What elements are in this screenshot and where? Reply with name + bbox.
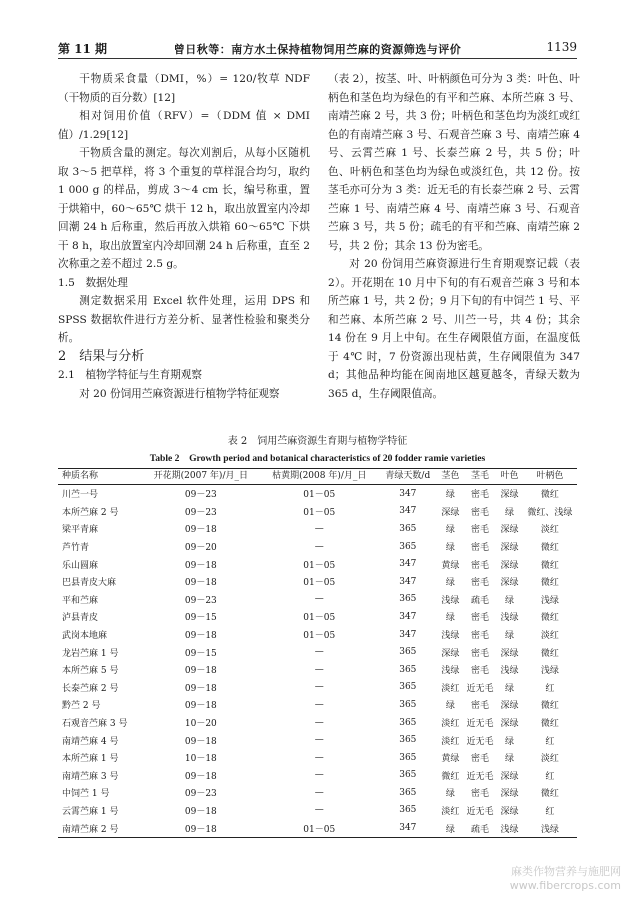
botany-intro-paragraph: 对 20 份饲用苎麻资源进行植物学特征观察 [79, 387, 280, 400]
col-header-stem-hair: 茎毛 [464, 469, 497, 485]
cell-flowering: 09－18 [184, 701, 217, 712]
cell-green-days: 347 [399, 506, 417, 517]
cell-green-days: 365 [399, 735, 417, 746]
table-row [58, 767, 577, 785]
cell-petiole-color: 红 [545, 771, 555, 782]
cell-leaf-color: 深绿 [500, 648, 519, 659]
cell-green-days: 347 [399, 576, 417, 587]
cell-green-days: 365 [399, 541, 417, 552]
cell-stem-hair: 近无毛 [466, 736, 494, 747]
cell-stem-color: 绿 [445, 613, 455, 624]
cell-flowering: 09－18 [184, 578, 217, 589]
cell-stem-color: 淡红 [441, 719, 460, 730]
page-number: 1139 [546, 40, 577, 54]
cell-green-days: 365 [399, 770, 417, 781]
col-header-withering: 枯黄期(2008 年)/月_日 [260, 469, 378, 485]
cell-stem-hair: 近无毛 [466, 806, 494, 817]
cell-leaf-color: 深绿 [500, 490, 519, 501]
cell-withering: — [314, 735, 324, 746]
cell-leaf-color: 深绿 [500, 719, 519, 730]
col-header-green-days: 青绿天数/d [378, 469, 437, 485]
table-row [58, 485, 577, 503]
table-header-row [58, 469, 577, 485]
cell-flowering: 09－23 [184, 595, 217, 606]
cell-flowering: 09－18 [184, 560, 217, 571]
cell-name: 南靖苎麻 3 号 [62, 771, 119, 782]
cell-stem-color: 黄绿 [441, 560, 460, 571]
cell-stem-color: 绿 [445, 789, 455, 800]
cell-flowering: 09－15 [184, 648, 217, 659]
cell-stem-color: 淡红 [441, 683, 460, 694]
cell-leaf-color: 绿 [504, 631, 514, 642]
table-row [58, 573, 577, 591]
cell-flowering: 09－20 [184, 543, 217, 554]
cell-leaf-color: 深绿 [500, 525, 519, 536]
site-watermark [510, 865, 621, 893]
cell-petiole-color: 微红、浅绿 [527, 507, 573, 518]
rfv-formula: 相对饲用价值（RFV）=（DDM 值 × DMI 值）/1.29[12] [58, 110, 310, 141]
dry-matter-method: 干物质含量的测定。每次刈割后，从每小区随机取 3～5 把草样，将 3 个重复的草样混合均匀，取约 1 000 g 的样品，剪成 3～4 cm 长，编号称重，置于烘箱中，60～65℃ 烘干 12 h，取出放置室内冷却回潮 24 h 后称重，然后再放入烘箱 60～65℃ 下烘干 8 h，取出放置室内冷却回潮 24 h 后称重，直至 2 次称重之差不超过 2.5 g。 [58, 147, 310, 270]
cell-green-days: 347 [399, 559, 417, 570]
cell-petiole-color: 淡红 [540, 525, 559, 536]
cell-withering: 01－05 [303, 560, 336, 571]
cell-leaf-color: 浅绿 [500, 666, 519, 677]
cell-stem-color: 淡红 [441, 806, 460, 817]
cell-flowering: 09－18 [184, 525, 217, 536]
cell-petiole-color: 微红 [540, 543, 559, 554]
cell-green-days: 365 [399, 664, 417, 675]
cell-stem-color: 绿 [445, 525, 455, 536]
col-header-flowering: 开花期(2007 年)/月_日 [142, 469, 260, 485]
cell-stem-color: 浅绿 [441, 595, 460, 606]
table-row [58, 819, 577, 837]
cell-name: 本所苎麻 2 号 [62, 507, 119, 518]
cell-withering: — [314, 594, 324, 605]
cell-green-days: 365 [399, 787, 417, 798]
issue-number: 第 11 期 [58, 42, 108, 56]
cell-name: 长泰苎麻 2 号 [62, 683, 119, 694]
cell-withering: 01－05 [303, 507, 336, 518]
cell-name: 巴县青皮大麻 [62, 578, 117, 589]
cell-withering: 01－05 [303, 490, 336, 501]
cell-withering: — [314, 752, 324, 763]
cell-flowering: 09－18 [142, 819, 260, 837]
cell-leaf-color: 绿 [504, 595, 514, 606]
cell-stem-hair: 密毛 [470, 490, 489, 501]
cell-green-days: 365 [399, 647, 417, 658]
cell-stem-hair: 密毛 [470, 754, 489, 765]
cell-leaf-color: 深绿 [500, 543, 519, 554]
table-row [58, 714, 577, 732]
cell-leaf-color: 深绿 [500, 701, 519, 712]
cell-name: 平和苎麻 [62, 595, 99, 606]
cell-leaf-color: 绿 [504, 507, 514, 518]
right-column [328, 70, 580, 403]
table-caption-en: Table 2 Growth period and botanical characteristics of 20 fodder ramie varieties [149, 453, 486, 464]
cell-withering: — [314, 541, 324, 552]
cell-name: 中饲苎 1 号 [62, 789, 110, 800]
growth-table [58, 468, 577, 838]
table-row [58, 520, 577, 538]
table-row [58, 696, 577, 714]
cell-stem-color: 浅绿 [441, 666, 460, 677]
cell-leaf-color: 深绿 [500, 789, 519, 800]
cell-stem-hair: 密毛 [470, 666, 489, 677]
table-body [58, 485, 577, 838]
cell-flowering: 09－23 [184, 789, 217, 800]
cell-petiole-color: 红 [545, 683, 555, 694]
cell-petiole-color: 红 [545, 736, 555, 747]
cell-name: 川苎一号 [62, 490, 99, 501]
cell-stem-color: 深绿 [441, 648, 460, 659]
cell-flowering: 09－18 [184, 771, 217, 782]
section-2-1-heading: 2.1 植物学特征与生育期观察 [58, 369, 202, 381]
cell-stem-hair: 密毛 [470, 507, 489, 518]
cell-flowering: 09－18 [184, 683, 217, 694]
cell-name: 南靖苎麻 2 号 [58, 819, 142, 837]
table-row [58, 503, 577, 521]
cell-name: 云霄苎麻 1 号 [62, 806, 119, 817]
cell-stem-hair: 密毛 [470, 648, 489, 659]
cell-name: 本所苎麻 5 号 [62, 666, 119, 677]
table-row [58, 643, 577, 661]
growth-period-paragraph: 对 20 份饲用苎麻资源进行生育期观察记载（表 2）。开花期在 10 月中下旬的有石观音苎麻 3 号和本所苎麻 1 号，共 2 份；9 月下旬的有中饲苎 1 号、平和苎麻、本所苎麻 2 号、川苎一号，共 4 份；其余 14 份在 9 月上中旬。在生存阈限值方面，在温度低于 4℃ 时，7 份资源出现枯黄，生存阈限值为 347 d；其他品种均能在闽南地区越夏越冬，青绿天数为 365 d，生存阈限值高。 [328, 258, 580, 400]
cell-stem-hair: 近无毛 [466, 683, 494, 694]
cell-withering: 01－05 [303, 578, 336, 589]
cell-stem-color: 深绿 [441, 507, 460, 518]
cell-withering: — [314, 523, 324, 534]
cell-name: 龙岩苎麻 1 号 [62, 648, 119, 659]
cell-flowering: 09－23 [184, 507, 217, 518]
cell-stem-hair: 密毛 [470, 613, 489, 624]
cell-withering: — [314, 699, 324, 710]
cell-withering: — [314, 664, 324, 675]
cell-green-days: 365 [399, 594, 417, 605]
cell-stem-hair: 疏毛 [464, 819, 497, 837]
cell-green-days: 365 [399, 805, 417, 816]
cell-stem-hair: 密毛 [470, 578, 489, 589]
cell-stem-color: 绿 [445, 543, 455, 554]
cell-stem-color: 浅绿 [441, 631, 460, 642]
cell-name: 梁平青麻 [62, 525, 99, 536]
table-row [58, 679, 577, 697]
col-header-leaf-color: 叶色 [496, 469, 523, 485]
table-row [58, 802, 577, 820]
cell-leaf-color: 绿 [504, 736, 514, 747]
cell-stem-hair: 密毛 [470, 525, 489, 536]
cell-petiole-color: 淡红 [540, 754, 559, 765]
cell-flowering: 09－18 [184, 631, 217, 642]
table-row [58, 661, 577, 679]
cell-flowering: 09－18 [184, 666, 217, 677]
section-1-5-heading: 1.5 数据处理 [58, 276, 128, 289]
cell-stem-color: 绿 [437, 819, 464, 837]
cell-leaf-color: 浅绿 [496, 819, 523, 837]
cell-stem-hair: 密毛 [470, 631, 489, 642]
cell-flowering: 09－18 [184, 736, 217, 747]
table-caption-cn: 表 2 饲用苎麻资源生育期与植物学特征 [227, 436, 408, 447]
cell-stem-color: 微红 [441, 771, 460, 782]
cell-flowering: 09－23 [184, 490, 217, 501]
cell-withering: — [314, 717, 324, 728]
cell-stem-hair: 近无毛 [466, 719, 494, 730]
cell-leaf-color: 浅绿 [500, 613, 519, 624]
cell-green-days: 365 [399, 717, 417, 728]
cell-name: 南靖苎麻 4 号 [62, 736, 119, 747]
cell-leaf-color: 深绿 [500, 771, 519, 782]
cell-withering: — [314, 805, 324, 816]
data-processing-paragraph: 测定数据采用 Excel 软件处理，运用 DPS 和 SPSS 数据软件进行方差分析、显著性检验和聚类分析。 [58, 295, 310, 344]
dmi-formula: 干物质采食量（DMI，%）= 120/牧草 NDF（干物质的百分数）[12] [58, 73, 310, 104]
cell-petiole-color: 淡红 [540, 631, 559, 642]
cell-flowering: 09－15 [184, 613, 217, 624]
cell-withering: — [314, 787, 324, 798]
cell-withering: 01－05 [303, 631, 336, 642]
col-header-stem-color: 茎色 [437, 469, 464, 485]
table-row [58, 555, 577, 573]
watermark-name: 麻类作物营养与施肥网 [511, 865, 621, 878]
cell-withering: — [314, 770, 324, 781]
cell-petiole-color: 微红 [540, 613, 559, 624]
table-2 [58, 432, 577, 838]
section-2-heading: 2 结果与分析 [58, 348, 145, 364]
cell-petiole-color: 红 [545, 806, 555, 817]
cell-stem-color: 淡红 [441, 736, 460, 747]
cell-withering: — [314, 647, 324, 658]
cell-green-days: 347 [399, 488, 417, 499]
cell-petiole-color: 微红 [540, 490, 559, 501]
table-row [58, 784, 577, 802]
cell-leaf-color: 深绿 [500, 578, 519, 589]
cell-stem-hair: 近无毛 [466, 771, 494, 782]
cell-petiole-color: 微红 [540, 560, 559, 571]
cell-flowering: 09－18 [184, 806, 217, 817]
watermark-url: www.fibercrops.com [509, 879, 621, 892]
cell-name: 武岗本地麻 [62, 631, 108, 642]
botany-classification-paragraph: （表 2），按茎、叶、叶柄颜色可分为 3 类：叶色、叶柄色和茎色均为绿色的有平和苎麻、本所苎麻 3 号、南靖苎麻 2 号，共 3 份；叶柄色和茎色均为淡红或红色的有南靖苎麻 3 号、石观音苎麻 3 号、南靖苎麻 4 号、云霄苎麻 1 号、长泰苎麻 2 号，共 5 份；叶色、叶柄色和茎色均为绿色或淡红色，共 12 份。按茎毛亦可分为 3 类：近无毛的有长泰苎麻 2 号、云霄苎麻 1 号、南靖苎麻 4 号、南靖苎麻 3 号、石观音苎麻 3 号，共 5 份；疏毛的有平和苎麻、南靖苎麻 2 号，共 2 份；其余 13 份为密毛。 [328, 73, 580, 252]
cell-name: 芦竹青 [62, 543, 90, 554]
running-title: 曾日秋等：南方水土保持植物饲用苎麻的资源筛选与评价 [173, 43, 462, 56]
page-header [58, 38, 577, 59]
cell-withering: — [314, 682, 324, 693]
col-header-petiole-color: 叶柄色 [523, 469, 577, 485]
left-column [58, 70, 310, 403]
cell-name: 乐山圆麻 [62, 560, 99, 571]
cell-name: 黔苎 2 号 [62, 701, 101, 712]
cell-flowering: 10－18 [184, 754, 217, 765]
cell-petiole-color: 浅绿 [540, 666, 559, 677]
cell-green-days: 347 [378, 819, 437, 837]
cell-green-days: 347 [399, 629, 417, 640]
cell-stem-hair: 疏毛 [470, 595, 489, 606]
table-row [58, 608, 577, 626]
cell-stem-hair: 密毛 [470, 789, 489, 800]
cell-petiole-color: 浅绿 [540, 595, 559, 606]
cell-withering: 01－05 [260, 819, 378, 837]
cell-petiole-color: 微红 [540, 701, 559, 712]
cell-leaf-color: 深绿 [500, 806, 519, 817]
cell-leaf-color: 深绿 [500, 560, 519, 571]
col-header-name: 种质名称 [58, 469, 142, 485]
cell-stem-hair: 密毛 [470, 560, 489, 571]
cell-green-days: 365 [399, 682, 417, 693]
cell-stem-hair: 密毛 [470, 701, 489, 712]
cell-green-days: 365 [399, 752, 417, 763]
cell-leaf-color: 绿 [504, 683, 514, 694]
cell-stem-color: 绿 [445, 490, 455, 501]
cell-name: 本所苎麻 1 号 [62, 754, 119, 765]
cell-petiole-color: 微红 [540, 789, 559, 800]
cell-flowering: 10－20 [184, 719, 217, 730]
cell-stem-color: 黄绿 [441, 754, 460, 765]
table-row [58, 591, 577, 609]
table-row [58, 731, 577, 749]
cell-petiole-color: 微红 [540, 648, 559, 659]
cell-stem-color: 绿 [445, 578, 455, 589]
cell-green-days: 365 [399, 699, 417, 710]
table-row [58, 538, 577, 556]
cell-petiole-color: 浅绿 [523, 819, 577, 837]
cell-green-days: 347 [399, 611, 417, 622]
cell-stem-color: 绿 [445, 701, 455, 712]
cell-green-days: 365 [399, 523, 417, 534]
cell-stem-hair: 密毛 [470, 543, 489, 554]
cell-name: 泸县青皮 [62, 613, 99, 624]
cell-name: 石观音苎麻 3 号 [62, 719, 128, 730]
cell-withering: 01－05 [303, 613, 336, 624]
cell-leaf-color: 绿 [504, 754, 514, 765]
table-row [58, 749, 577, 767]
table-row [58, 626, 577, 644]
cell-petiole-color: 微红 [540, 719, 559, 730]
cell-petiole-color: 微红 [540, 578, 559, 589]
